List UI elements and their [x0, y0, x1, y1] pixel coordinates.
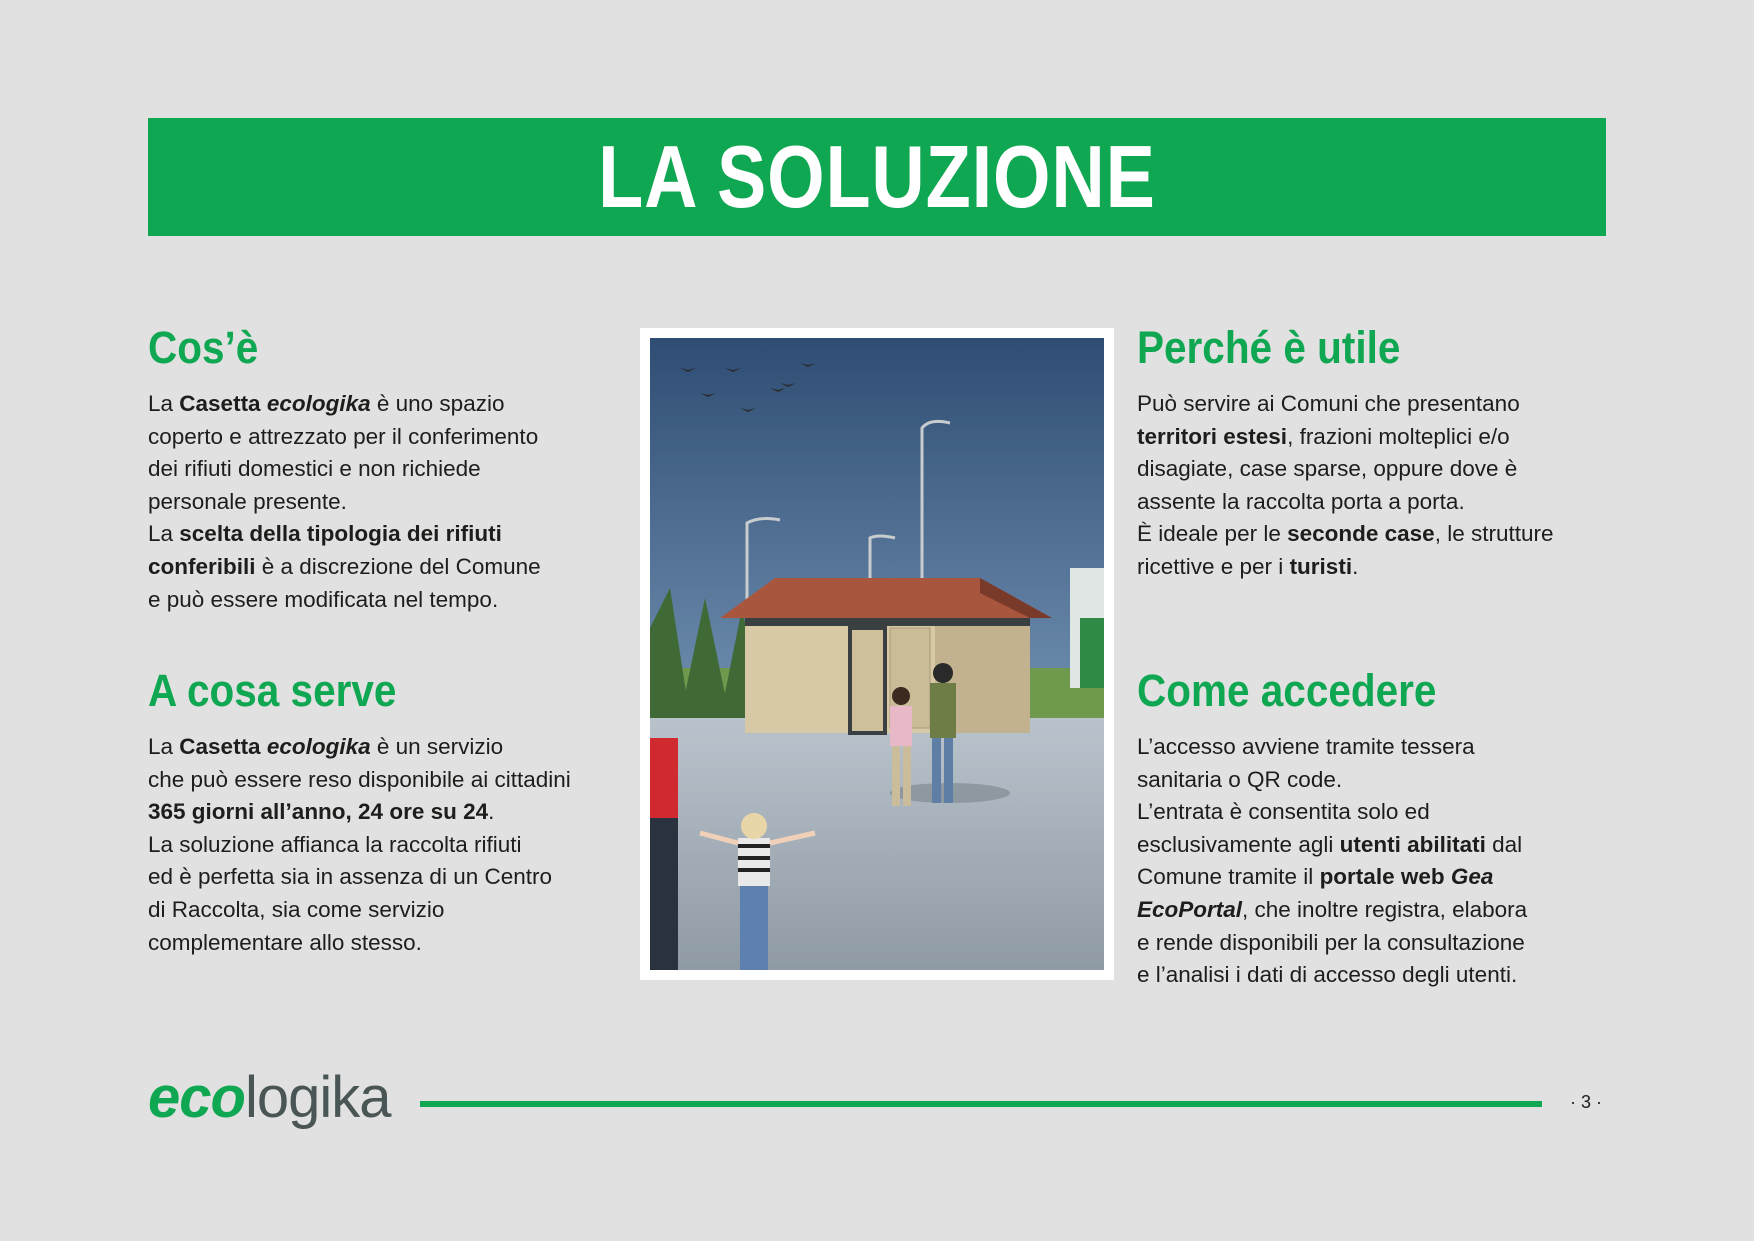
- title-banner: [148, 118, 1606, 236]
- text-segment: sanitaria o QR code.: [1137, 766, 1343, 792]
- section-body: [148, 731, 571, 959]
- emphasis-text: conferibili: [148, 553, 256, 579]
- text-line: [1137, 486, 1554, 519]
- text-line: [148, 796, 571, 829]
- text-line: [1137, 388, 1554, 421]
- emphasis-text: 365 giorni all’anno, 24 ore su 24: [148, 799, 489, 825]
- text-segment: , le strutture: [1434, 521, 1554, 547]
- text-segment: La: [148, 734, 180, 759]
- text-segment: .: [1352, 553, 1359, 579]
- emphasis-text: seconde case: [1287, 521, 1435, 547]
- text-line: [1137, 927, 1527, 960]
- logo-eco: eco: [148, 1065, 245, 1130]
- section-cose: [148, 322, 541, 616]
- section-come-accedere: [1137, 665, 1527, 992]
- text-line: [1137, 796, 1527, 829]
- text-segment: personale presente.: [148, 488, 347, 514]
- text-line: [1137, 518, 1554, 551]
- text-segment: assente la raccolta porta a porta.: [1137, 488, 1465, 514]
- text-line: [148, 388, 541, 421]
- text-segment: esclusivamente agli: [1137, 831, 1340, 857]
- text-line: [1137, 421, 1554, 454]
- text-segment: È ideale per le: [1137, 521, 1288, 547]
- casetta-illustration: [650, 338, 1104, 970]
- emphasis-text: ecologika: [266, 734, 371, 759]
- text-segment: è un servizio: [370, 734, 504, 759]
- text-segment: Può servire ai Comuni che presentano: [1137, 391, 1520, 416]
- text-line: [1137, 894, 1527, 927]
- emphasis-text: turisti: [1289, 553, 1353, 579]
- section-body: [1137, 731, 1527, 992]
- text-segment: L’accesso avviene tramite tessera: [1137, 734, 1475, 759]
- text-line: [148, 584, 541, 617]
- text-line: [1137, 453, 1554, 486]
- emphasis-text: ecologika: [266, 391, 371, 416]
- section-body: [1137, 388, 1554, 584]
- section-body: [148, 388, 541, 616]
- text-line: [1137, 764, 1527, 797]
- text-segment: , frazioni molteplici e/o: [1287, 423, 1510, 449]
- section-heading: Perché è utile: [1137, 322, 1401, 373]
- text-line: [148, 551, 541, 584]
- text-segment: dei rifiuti domestici e non richiede: [148, 456, 481, 482]
- emphasis-text: Casetta: [179, 391, 267, 416]
- page-title: LA SOLUZIONE: [598, 127, 1156, 226]
- text-segment: e rende disponibili per la consultazione: [1137, 929, 1525, 955]
- text-segment: L’entrata è consentita solo ed: [1137, 799, 1430, 825]
- emphasis-text: portale web: [1319, 864, 1451, 890]
- text-line: [1137, 861, 1527, 894]
- text-line: [148, 927, 571, 960]
- text-segment: , che inoltre registra, elabora: [1242, 896, 1528, 922]
- emphasis-text: territori estesi: [1137, 423, 1288, 449]
- emphasis-text: Casetta: [179, 734, 267, 759]
- section-perche-utile: [1137, 322, 1554, 584]
- page-number: · 3 ·: [1570, 1092, 1603, 1112]
- text-line: [148, 829, 571, 862]
- text-segment: La soluzione affianca la raccolta rifiuti: [148, 831, 522, 857]
- text-line: [1137, 959, 1527, 992]
- section-heading: Come accedere: [1137, 665, 1437, 716]
- text-segment: La: [148, 521, 180, 547]
- emphasis-text: scelta della tipologia dei rifiuti: [179, 521, 502, 547]
- text-line: [148, 421, 541, 454]
- text-segment: è a discrezione del Comune: [255, 553, 541, 579]
- text-segment: ed è perfetta sia in assenza di un Centro: [148, 864, 553, 890]
- text-segment: che può essere reso disponibile ai cittadini: [148, 766, 571, 792]
- text-segment: di Raccolta, sia come servizio: [148, 896, 445, 922]
- casetta-photo: [640, 328, 1114, 980]
- text-line: [1137, 731, 1527, 764]
- text-line: [148, 518, 541, 551]
- text-line: [148, 894, 571, 927]
- text-line: [148, 486, 541, 519]
- emphasis-text: EcoPortal: [1137, 896, 1243, 922]
- emphasis-text: utenti abilitati: [1339, 831, 1486, 857]
- ecologika-logo: [148, 1064, 391, 1131]
- text-segment: e l’analisi i dati di accesso degli utenti.: [1137, 962, 1518, 988]
- section-heading: A cosa serve: [148, 665, 397, 716]
- text-line: [148, 731, 571, 764]
- text-segment: coperto e attrezzato per il conferimento: [148, 423, 539, 449]
- logo-logika: logika: [244, 1065, 391, 1130]
- text-segment: ricettive e per i: [1137, 553, 1290, 579]
- text-line: [148, 861, 571, 894]
- text-segment: .: [488, 799, 495, 825]
- section-heading: Cos’è: [148, 322, 259, 373]
- text-line: [148, 453, 541, 486]
- text-line: [1137, 551, 1554, 584]
- text-segment: complementare allo stesso.: [148, 929, 422, 955]
- text-segment: disagiate, case sparse, oppure dove è: [1137, 456, 1518, 482]
- text-line: [148, 764, 571, 797]
- text-segment: è uno spazio: [370, 391, 505, 416]
- emphasis-text: Gea: [1450, 864, 1494, 890]
- text-line: [1137, 829, 1527, 862]
- text-segment: dal: [1485, 831, 1523, 857]
- section-a-cosa-serve: [148, 665, 571, 959]
- text-segment: La: [148, 391, 180, 416]
- text-segment: Comune tramite il: [1137, 864, 1320, 890]
- text-segment: e può essere modificata nel tempo.: [148, 586, 499, 612]
- footer-divider: [420, 1101, 1542, 1107]
